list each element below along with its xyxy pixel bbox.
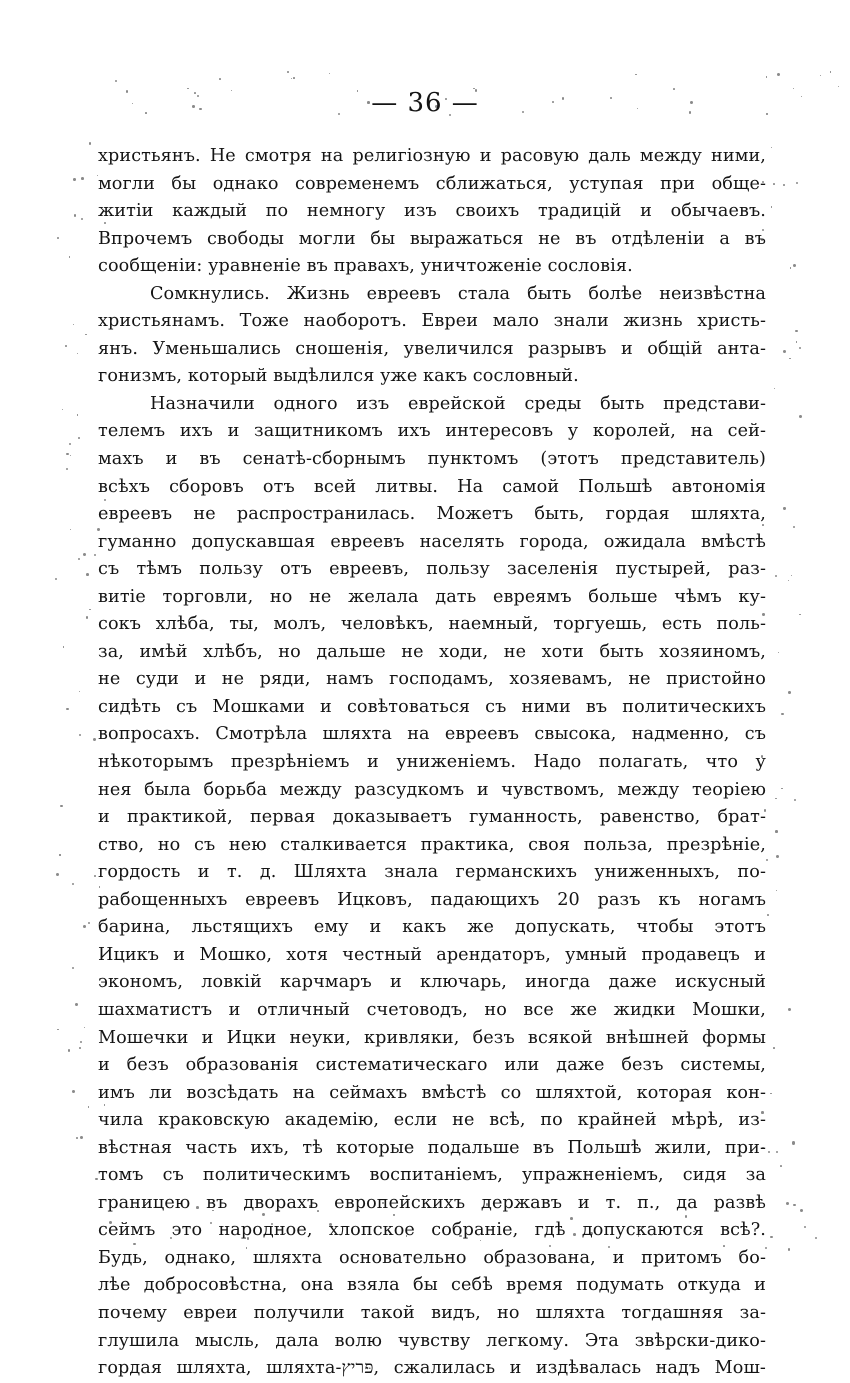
scan-speck: [89, 609, 90, 610]
scan-speck: [815, 1237, 817, 1239]
scan-speck: [767, 914, 769, 916]
scan-speck: [771, 206, 772, 207]
text-line: могли бы однако современемъ сближаться, уступая при обще-: [98, 173, 766, 194]
text-line: и практикой, первая доказываетъ гуманность, равенство, брат-: [98, 807, 766, 828]
scan-speck: [219, 78, 221, 80]
text-line: гордая шляхта, шляхта-פּריץ, сжалилась и издѣвалась надъ Мош-: [98, 1358, 766, 1379]
scan-speck: [768, 1151, 770, 1153]
scan-speck: [76, 1137, 78, 1139]
scan-speck: [78, 437, 80, 439]
paragraph-start-line: Сомкнулись. Жизнь евреевъ стала быть болѣе неизвѣстна: [150, 283, 766, 304]
body-text: [98, 143, 766, 1383]
scan-speck: [293, 77, 295, 79]
scan-speck: [777, 73, 780, 76]
text-line: вопросахъ. Смотрѣла шляхта на евреевъ свысока, надменно, съ: [98, 724, 766, 745]
scan-speck: [66, 708, 68, 710]
scan-speck: [89, 142, 92, 145]
scan-speck: [778, 652, 779, 653]
text-line: Ицикъ и Мошко, хотя честный арендаторъ, умный продавецъ и: [98, 944, 766, 965]
scan-speck: [60, 805, 62, 807]
scan-speck: [86, 573, 89, 576]
text-line: всѣхъ сборовъ отъ всей литвы. На самой Польшѣ автономія: [98, 476, 766, 497]
scan-speck: [79, 691, 80, 692]
scan-speck: [88, 1106, 89, 1107]
scan-speck: [793, 526, 795, 528]
scan-speck: [793, 264, 796, 267]
scan-speck: [775, 575, 777, 577]
scan-speck: [791, 575, 793, 577]
scan-speck: [830, 71, 831, 72]
scan-speck: [775, 830, 778, 833]
scan-speck: [799, 415, 802, 418]
scan-speck: [773, 183, 775, 185]
scan-speck: [68, 1049, 71, 1052]
scan-speck: [74, 214, 76, 216]
text-line: Мошечки и Ицки неуки, кривляки, безъ всякой внѣшней формы: [98, 1027, 766, 1048]
scan-speck: [776, 855, 779, 858]
scan-speck: [820, 75, 821, 76]
scan-speck: [83, 925, 86, 928]
scan-speck: [780, 1165, 782, 1167]
text-line: границею въ дворахъ европейскихъ державъ и т. п., да развѣ: [98, 1192, 766, 1213]
scan-speck: [69, 443, 71, 445]
scan-speck: [79, 734, 81, 736]
scan-speck: [72, 1090, 75, 1093]
text-line: евреевъ не распространилась. Можетъ быть, гордая шляхта,: [98, 504, 766, 525]
scan-speck: [70, 529, 71, 530]
scan-speck: [57, 237, 59, 239]
scan-speck: [788, 1248, 790, 1250]
scan-speck: [75, 1003, 78, 1006]
scan-speck: [72, 967, 74, 969]
scan-speck: [793, 1204, 795, 1206]
scan-speck: [86, 616, 89, 619]
scan-speck: [56, 873, 59, 876]
text-line: витіе торговли, но не желала дать евреямъ больше чѣмъ ку-: [98, 586, 766, 607]
page-number: — 36 —: [371, 88, 479, 118]
text-line: почему евреи получили такой видъ, но шляхта тогдашняя за-: [98, 1302, 766, 1323]
scan-speck: [77, 353, 78, 354]
scan-speck: [88, 922, 90, 924]
scan-speck: [773, 1047, 775, 1049]
scan-speck: [796, 341, 797, 342]
scan-speck: [55, 578, 57, 580]
text-line: лѣе добросовѣстна, она взяла бы себѣ время подумать откуда и: [98, 1275, 766, 1296]
text-line: Впрочемъ свободы могли бы выражаться не въ отдѣленіи а въ: [98, 228, 766, 249]
text-line: имъ ли возсѣдать на сеймахъ вмѣстѣ со шляхтой, которая кон-: [98, 1082, 766, 1103]
text-line: вѣстная часть ихъ, тѣ которые подальше въ Польшѣ жили, при-: [98, 1137, 766, 1158]
scan-speck: [84, 1027, 85, 1028]
scan-speck: [81, 218, 83, 220]
text-line: христьянамъ. Тоже наоборотъ. Евреи мало знали жизнь христь-: [98, 311, 766, 332]
text-line: съ тѣмъ пользу отъ евреевъ, пользу заселенія пустырей, раз-: [98, 559, 766, 580]
text-line: барина, льстящихъ ему и какъ же допускать, чтобы этотъ: [98, 917, 766, 938]
scan-speck: [73, 324, 74, 325]
scan-speck: [794, 799, 796, 801]
text-line: сидѣть съ Мошками и совѣтоваться съ ними въ политическихъ: [98, 696, 766, 717]
scan-speck: [93, 738, 96, 741]
scan-speck: [766, 859, 768, 861]
scan-speck: [59, 854, 60, 855]
text-line: христьянъ. Не смотря на религіозную и расовую даль между ними,: [98, 146, 766, 166]
text-line: чила краковскую академію, если не всѣ, по крайней мѣрѣ, из-: [98, 1110, 766, 1131]
text-line: гордость и т. д. Шляхта знала германскихъ униженныхъ, по-: [98, 862, 766, 883]
scan-speck: [635, 74, 637, 76]
scan-speck: [776, 1151, 778, 1153]
scan-speck: [80, 1136, 83, 1139]
scan-speck: [796, 182, 798, 184]
scan-speck: [77, 414, 78, 415]
text-line: и безъ образованія систематическаго или даже безъ системы,: [98, 1055, 766, 1076]
scan-speck: [776, 890, 777, 891]
scan-speck: [63, 646, 64, 647]
scan-speck: [790, 267, 792, 269]
scan-speck: [79, 1047, 81, 1049]
scan-speck: [70, 455, 71, 456]
text-line: глушила мысль, дала волю чувству легкому. Эта звѣрски-дико-: [98, 1330, 766, 1351]
scan-speck: [287, 71, 289, 73]
scan-speck: [804, 1226, 806, 1228]
scan-speck: [94, 875, 96, 877]
scan-speck: [781, 788, 782, 789]
scan-speck: [788, 580, 790, 582]
text-line: Будь, однако, шляхта основательно образована, и притомъ бо-: [98, 1247, 766, 1268]
scan-speck: [78, 558, 81, 561]
scan-speck: [73, 178, 76, 181]
text-line: сокъ хлѣба, ты, молъ, человѣкъ, наемный, торгуешь, есть поль-: [98, 614, 766, 635]
scan-speck: [94, 554, 96, 556]
scan-speck: [771, 147, 772, 148]
scan-speck: [66, 468, 68, 470]
text-line: нея была борьба между разсудкомъ и чувствомъ, между теоріею: [98, 779, 766, 800]
scan-speck: [72, 883, 74, 885]
text-line: шахматистъ и отличный счетоводъ, но все же жидки Мошки,: [98, 999, 766, 1020]
text-line: сеймъ это народное, хлопское собраніе, гдѣ допускаются всѣ?.: [98, 1220, 766, 1241]
scan-speck: [800, 1209, 803, 1212]
scan-speck: [62, 409, 63, 410]
scan-speck: [329, 73, 330, 74]
scan-speck: [783, 507, 785, 509]
scan-speck: [788, 691, 791, 694]
scan-speck: [83, 553, 86, 556]
text-line: за, имѣй хлѣбъ, но дальше не ходи, не хоти быть хозяиномъ,: [98, 641, 766, 662]
scan-speck: [781, 713, 784, 716]
scan-speck: [770, 1236, 773, 1239]
scan-speck: [775, 798, 777, 800]
scan-speck: [792, 1141, 795, 1144]
scan-speck: [81, 177, 84, 180]
text-line: гуманно допускавшая евреевъ населять города, ожидала вмѣстѣ: [98, 531, 766, 552]
scan-speck: [57, 1029, 59, 1031]
scan-speck: [788, 1008, 791, 1011]
scan-speck: [783, 350, 786, 353]
text-line: сообщеніи: уравненіе въ правахъ, уничтоженіе сословія.: [98, 256, 633, 277]
text-line: экономъ, ловкій карчмаръ и ключарь, иногда даже искусный: [98, 972, 766, 993]
text-line: ство, но съ нею сталкивается практика, своя польза, презрѣніе,: [98, 834, 766, 855]
text-line: рабощенныхъ евреевъ Ицковъ, падающихъ 20 разъ къ ногамъ: [98, 889, 766, 910]
scan-speck: [786, 1202, 789, 1205]
scan-speck: [85, 334, 86, 335]
text-line: томъ съ политическимъ воспитаніемъ, упражненіемъ, сидя за: [98, 1165, 766, 1186]
scan-speck: [799, 347, 801, 349]
text-line: телемъ ихъ и защитникомъ ихъ интересовъ у королей, на сей-: [98, 421, 766, 442]
scan-speck: [770, 1093, 772, 1095]
scan-speck: [766, 76, 768, 78]
text-line: нѣкоторымъ презрѣніемъ и униженіемъ. Надо полагать, что у: [98, 752, 766, 773]
scan-speck: [80, 1041, 82, 1043]
scan-speck: [789, 358, 790, 359]
scan-speck: [66, 453, 68, 455]
scan-speck: [69, 256, 71, 258]
scan-speck: [115, 80, 118, 83]
text-line: махъ и въ сенатѣ-сборнымъ пунктомъ (этотъ представитель): [98, 449, 766, 470]
scan-speck: [774, 388, 775, 389]
scan-speck: [65, 345, 67, 347]
text-line: янъ. Уменьшались сношенія, увеличился разрывъ и общій анта-: [98, 338, 766, 359]
text-line: житіи каждый по немногу изъ своихъ традицій и обычаевъ.: [98, 201, 766, 222]
text-line: гонизмъ, который выдѣлился уже какъ сословный.: [98, 366, 579, 387]
scan-speck: [795, 330, 798, 333]
text-line: не суди и не ряди, намъ господамъ, хозяевамъ, не пристойно: [98, 669, 766, 690]
scan-speck: [799, 614, 801, 616]
paragraph-start-line: Назначили одного изъ еврейской среды быть представи-: [150, 393, 766, 414]
scan-speck: [783, 184, 785, 186]
